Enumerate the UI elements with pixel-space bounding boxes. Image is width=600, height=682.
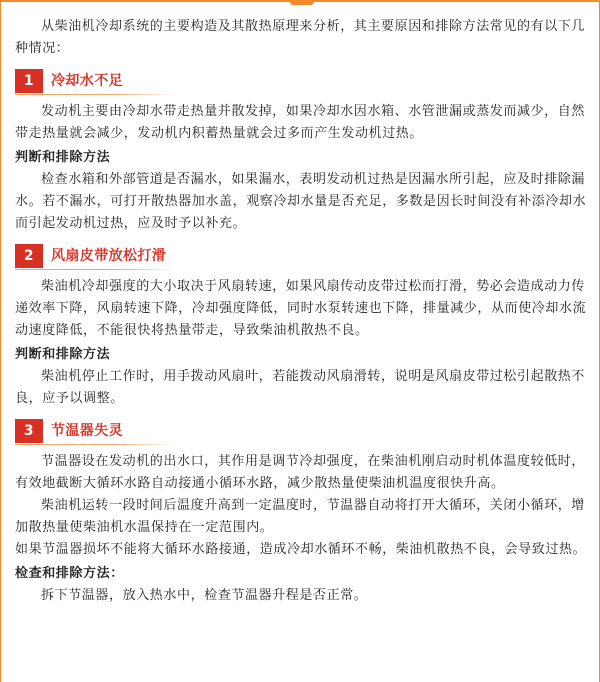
section-number-badge: 2: [15, 244, 43, 268]
header-underline-fade: [115, 269, 175, 270]
section-header-3: [15, 418, 171, 445]
method-heading: 检查和排除方法：: [15, 566, 124, 581]
method-text: 拆下节温器，放入热水中，检查节温器升程是否正常。: [41, 588, 368, 603]
article-content: [15, 16, 587, 607]
section-body-conclusion: 如果节温器损坏不能将大循环水路接通，造成冷却水循环不畅，柴油机散热不良，会导致过热。: [15, 542, 587, 557]
section-header-2: [15, 243, 171, 270]
section-number-badge: 3: [15, 419, 43, 443]
method-text: 柴油机停止工作时，用手拨动风扇叶，若能拨动风扇滑转，说明是风扇皮带过松引起散热不良，应予以调整。: [15, 369, 586, 406]
section-body: 发动机主要由冷却水带走热量并散发掉，如果冷却水因水箱、水管泄漏或蒸发而减少，自然带走热量就会减少，发动机内积蓄热量就会过多而产生发动机过热。: [15, 104, 586, 141]
method-text: 检查水箱和外部管道是否漏水，如果漏水，表明发动机过热是因漏水所引起，应及时排除漏水。若不漏水，可打开散热器加水盖，观察冷却水量是否充足，多数是因长时间没有补添冷却水而引起发动机过热，应及时予以补充。: [15, 172, 587, 231]
section-body: 柴油机冷却强度的大小取决于风扇转速，如果风扇传动皮带过松而打滑，势必会造成动力传递效率下降，风扇转速下降，冷却强度降低，同时水泵转速也下降，排量减少，从而使冷却水流动速度降低，不能很快将热量带走，导致柴油机散热不良。: [15, 279, 587, 338]
intro-paragraph: 从柴油机冷却系统的主要构造及其散热原理来分析，其主要原因和排除方法常见的有以下几种情况：: [15, 19, 586, 56]
method-heading: 判断和排除方法: [15, 347, 111, 362]
section-title: 节温器失灵: [51, 423, 123, 439]
method-heading: 判断和排除方法: [15, 150, 111, 165]
header-underline-fade: [115, 94, 175, 95]
section-title: 风扇皮带放松打滑: [51, 248, 167, 264]
top-tab-marker: [290, 0, 314, 5]
section-title: 冷却水不足: [51, 73, 123, 89]
section-body-continued: 柴油机运转一段时间后温度升高到一定温度时，节温器自动将打开大循环，关闭小循环，增加散热量使柴油机水温保持在一定范围内。: [15, 498, 586, 535]
section-number-badge: 1: [15, 69, 43, 93]
header-underline-fade: [115, 444, 175, 445]
section-body: 节温器设在发动机的出水口，其作用是调节冷却强度，在柴油机刚启动时机体温度较低时，有效地截断大循环水路自动接通小循环水路，减少散热量使柴油机温度很快升高。: [15, 454, 586, 491]
section-header-1: [15, 68, 171, 95]
